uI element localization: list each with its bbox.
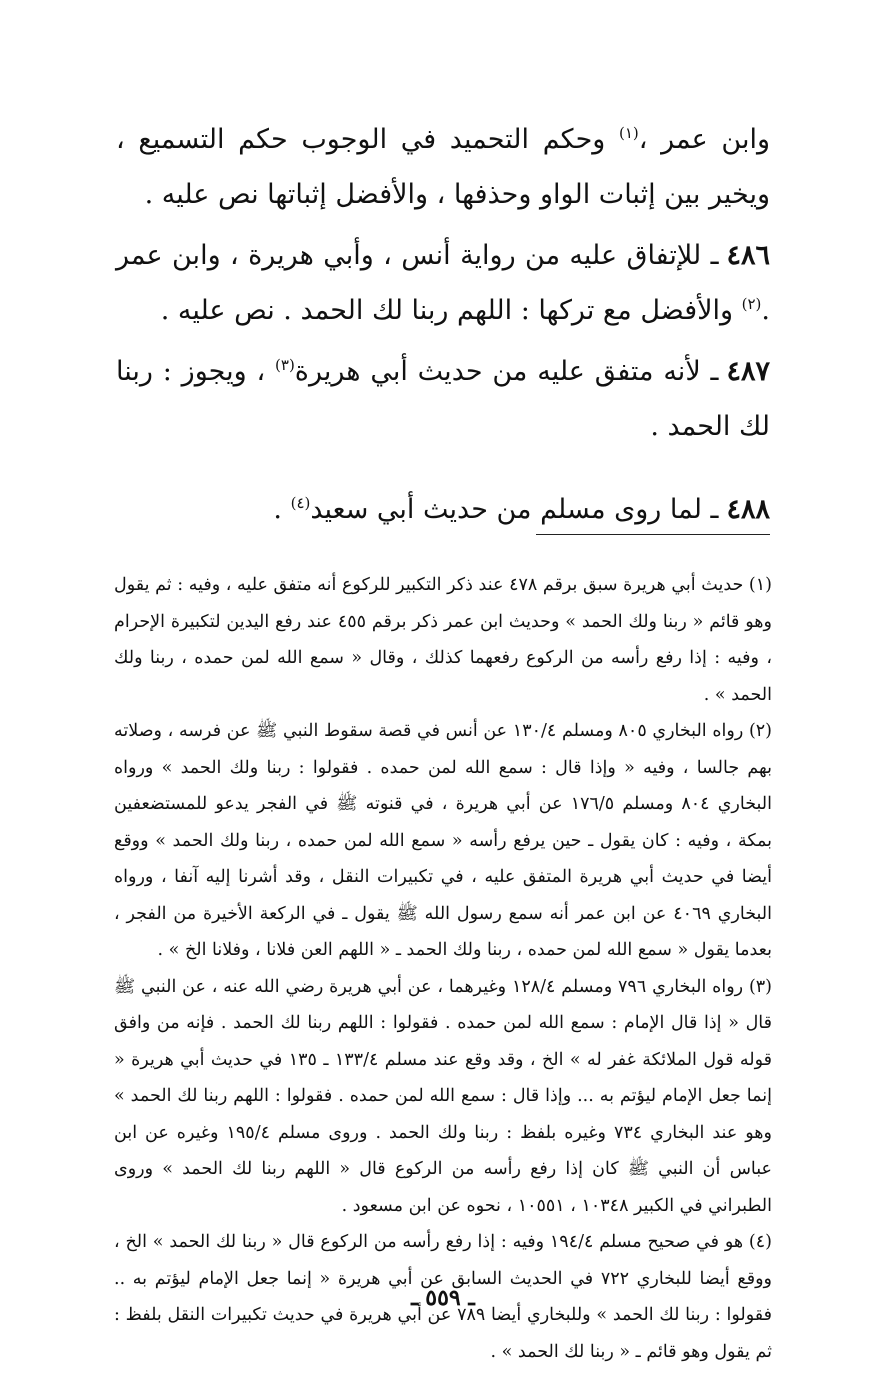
footnote-ref-2: (٢) xyxy=(741,295,762,313)
paragraph-text: وابن عمر ، xyxy=(638,124,771,155)
item-text: ـ لما روى مسلم من حديث أبي سعيد xyxy=(310,494,719,525)
item-text: . xyxy=(273,494,291,525)
item-text: ـ للإتفاق عليه من رواية أنس ، وأبي هريرة ، وابن عمر . xyxy=(116,240,770,326)
item-487 xyxy=(116,344,770,454)
footnote-1: (١) حديث أبي هريرة سبق برقم ٤٧٨ عند ذكر التكبير للركوع أنه متفق عليه ، وفيه : ثم يقول وهو قائم « ربنا ولك الحمد » وحديث ابن عمر ذكر برقم ٤٥٥ عند رفع اليدين لتكبيرة الإحرام ، وفيه : إذا رفع رأسه من الركوع رفعهما كذلك ، وقال « سمع الله لمن حمده ، ربنا ولك الحمد » . xyxy=(114,575,772,705)
item-text: ـ لأنه متفق عليه من حديث أبي هريرة xyxy=(294,356,719,387)
item-text: ، ويجوز : ربنا لك الحمد . xyxy=(116,356,770,442)
item-number: ٤٨٧ xyxy=(726,356,770,387)
paragraph-text: وحكم التحميد في الوجوب حكم التسميع ، ويخير بين إثبات الواو وحذفها ، والأفضل إثباتها نص عليه . xyxy=(116,124,770,210)
footnote-ref-3: (٣) xyxy=(275,356,295,374)
item-number: ٤٨٨ xyxy=(726,494,770,525)
footnotes xyxy=(114,567,772,1370)
footnote-ref-1: (١) xyxy=(618,124,639,142)
item-number: ٤٨٦ xyxy=(726,240,770,271)
paragraph-continuation xyxy=(116,112,770,222)
main-text xyxy=(116,112,770,537)
footnote-separator xyxy=(536,534,770,535)
footnote-2: (٢) رواه البخاري ٨٠٥ ومسلم ١٣٠/٤ عن أنس في قصة سقوط النبي ﷺ عن فرسه ، وصلاته بهم جالسا ، وفيه « وإذا قال : سمع الله لمن حمده . فقولوا : ربنا ولك الحمد » ورواه البخاري ٨٠٤ ومسلم ١٧٦/٥ عن أبي هريرة ، في قنوته ﷺ في الفجر يدعو للمستضعفين بمكة ، وفيه : كان يقول ـ حين يرفع رأسه « سمع الله لمن حمده ، ربنا ولك الحمد » ووقع أيضا في حديث أبي هريرة المتفق عليه ، في تكبيرات النقل ، وقد أشرنا إليه آنفا ، ورواه البخاري ٤٠٦٩ عن ابن عمر أنه سمع رسول الله ﷺ يقول ـ في الركعة الأخيرة من الفجر ، بعدما يقول « سمع الله لمن حمده ، ربنا ولك الحمد ـ « اللهم العن فلانا ، وفلانا الخ » . xyxy=(114,721,772,960)
footnote-4: (٤) هو في صحيح مسلم ١٩٤/٤ وفيه : إذا رفع رأسه من الركوع قال « ربنا لك الحمد » الخ ، ووقع أيضا للبخاري ٧٢٢ في الحديث السابق عن أبي هريرة « إنما جعل الإمام ليؤتم به .. فقولوا : ربنا لك الحمد » وللبخاري أيضا ٧٨٩ عن أبي هريرة في حديث تكبيرات النقل بلفظ : ثم يقول وهو قائم ـ « ربنا لك الحمد » . xyxy=(114,1232,772,1362)
footnote-3: (٣) رواه البخاري ٧٩٦ ومسلم ١٢٨/٤ وغيرهما ، عن أبي هريرة رضي الله عنه ، عن النبي ﷺ قال « إذا قال الإمام : سمع الله لمن حمده . فقولوا : اللهم ربنا لك الحمد . فإنه من وافق قوله قول الملائكة غفر له » الخ ، وقد وقع عند مسلم ١٣٣/٤ ـ ١٣٥ في حديث أبي هريرة « إنما جعل الإمام ليؤتم به ... وإذا قال : سمع الله لمن حمده . فقولوا : اللهم ربنا لك الحمد » وهو عند البخاري ٧٣٤ وغيره بلفظ : ربنا ولك الحمد . وروى مسلم ١٩٥/٤ وغيره عن ابن عباس أن النبي ﷺ كان إذا رفع رأسه من الركوع قال « اللهم ربنا لك الحمد » وروى الطبراني في الكبير ١٠٣٤٨ ، ١٠٥٥١ ، نحوه عن ابن مسعود . xyxy=(114,976,772,1216)
item-488 xyxy=(116,482,770,537)
page-number: ـ ٥٥٩ ـ xyxy=(411,1285,475,1311)
footnote-ref-4: (٤) xyxy=(290,494,311,512)
item-text: والأفضل مع تركها : اللهم ربنا لك الحمد . نص عليه . xyxy=(160,295,742,326)
item-486 xyxy=(116,228,770,338)
